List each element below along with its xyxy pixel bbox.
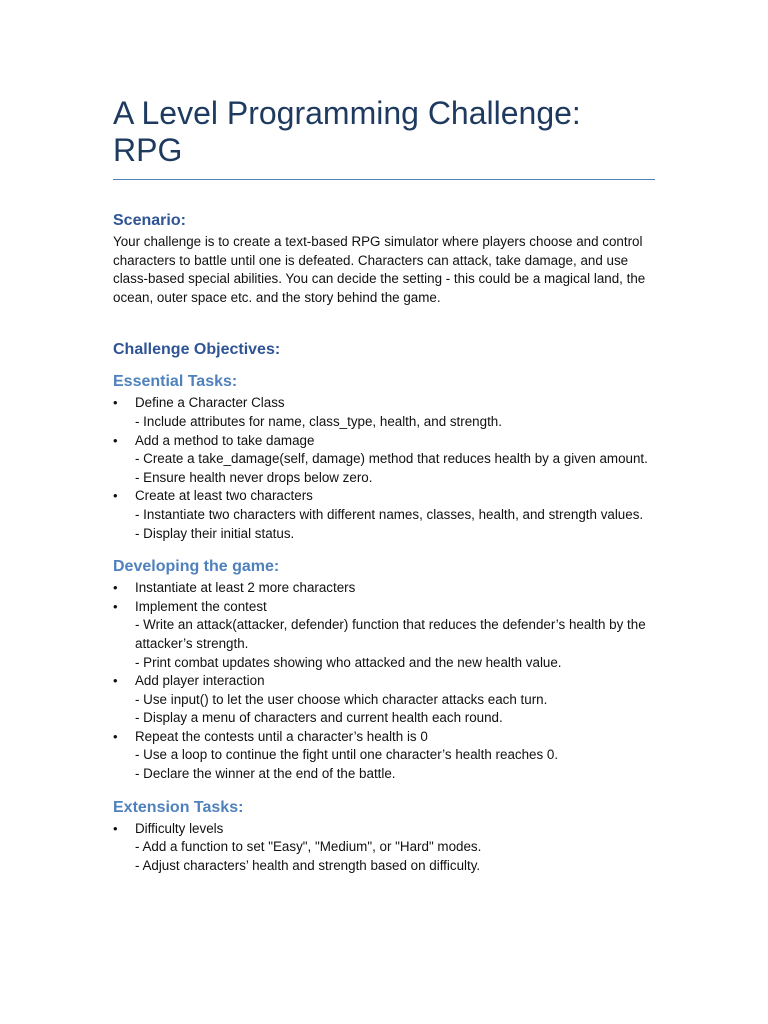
bullet-icon: • <box>113 673 118 689</box>
task-detail: - Declare the winner at the end of the battle. <box>135 766 396 782</box>
title-line-2: RPG <box>113 132 183 168</box>
task-detail: - Write an attack(attacker, defender) function that reduces the defender’s health by the attacker’s strength. <box>135 617 646 651</box>
list-item <box>113 672 655 728</box>
task-title: Create at least two characters <box>135 488 313 504</box>
list-item <box>113 394 655 431</box>
essential-tasks-list <box>113 394 655 543</box>
task-detail: - Print combat updates showing who attacked and the new health value. <box>135 654 562 670</box>
extension-tasks-heading: Extension Tasks: <box>113 798 244 816</box>
bullet-icon: • <box>113 488 118 504</box>
task-detail: - Use a loop to continue the fight until one character’s health reaches 0. <box>135 747 559 763</box>
task-title: Instantiate at least 2 more characters <box>135 580 356 596</box>
task-title: Add player interaction <box>135 673 265 689</box>
bullet-icon: • <box>113 580 118 596</box>
list-item <box>113 820 655 876</box>
bullet-icon: • <box>113 432 118 448</box>
list-item <box>113 579 655 598</box>
task-title: Define a Character Class <box>135 395 285 411</box>
list-item <box>113 728 655 784</box>
task-detail: - Ensure health never drops below zero. <box>135 469 373 485</box>
scenario-heading: Scenario: <box>113 212 186 229</box>
task-detail: - Use input() to let the user choose which character attacks each turn. <box>135 691 548 707</box>
task-detail: - Include attributes for name, class_type, health, and strength. <box>135 413 502 429</box>
title-divider <box>113 179 655 180</box>
task-detail: - Adjust characters’ health and strength based on difficulty. <box>135 857 481 873</box>
list-item <box>113 432 655 488</box>
task-title: Repeat the contests until a character’s health is 0 <box>135 728 428 744</box>
essential-tasks-heading: Essential Tasks: <box>113 373 238 391</box>
bullet-icon: • <box>113 728 118 744</box>
task-detail: - Create a take_damage(self, damage) method that reduces health by a given amount. <box>135 451 648 467</box>
list-item <box>113 598 655 672</box>
extension-tasks-list <box>113 820 655 876</box>
scenario-text: Your challenge is to create a text-based RPG simulator where players choose and control characters to battle until one is defeated. Characters can attack, take damage, and use class-based special abilities. You can decide the setting - this could be a magical land, the ocean, outer space etc. and the story behind the game. <box>113 234 646 305</box>
bullet-icon: • <box>113 820 118 836</box>
developing-tasks-list <box>113 579 655 784</box>
developing-heading: Developing the game: <box>113 558 280 576</box>
task-detail: - Display a menu of characters and current health each round. <box>135 710 503 726</box>
document-title <box>113 95 655 169</box>
title-line-1: A Level Programming Challenge: <box>113 95 581 131</box>
list-item <box>113 487 655 543</box>
task-detail: - Display their initial status. <box>135 525 295 541</box>
task-title: Difficulty levels <box>135 820 224 836</box>
task-title: Add a method to take damage <box>135 432 315 448</box>
objectives-heading: Challenge Objectives: <box>113 341 281 359</box>
bullet-icon: • <box>113 598 118 614</box>
bullet-icon: • <box>113 395 118 411</box>
task-detail: - Add a function to set "Easy", "Medium", or "Hard" modes. <box>135 839 482 855</box>
task-detail: - Instantiate two characters with different names, classes, health, and strength values. <box>135 506 644 522</box>
task-title: Implement the contest <box>135 598 267 614</box>
document-content <box>113 95 655 875</box>
